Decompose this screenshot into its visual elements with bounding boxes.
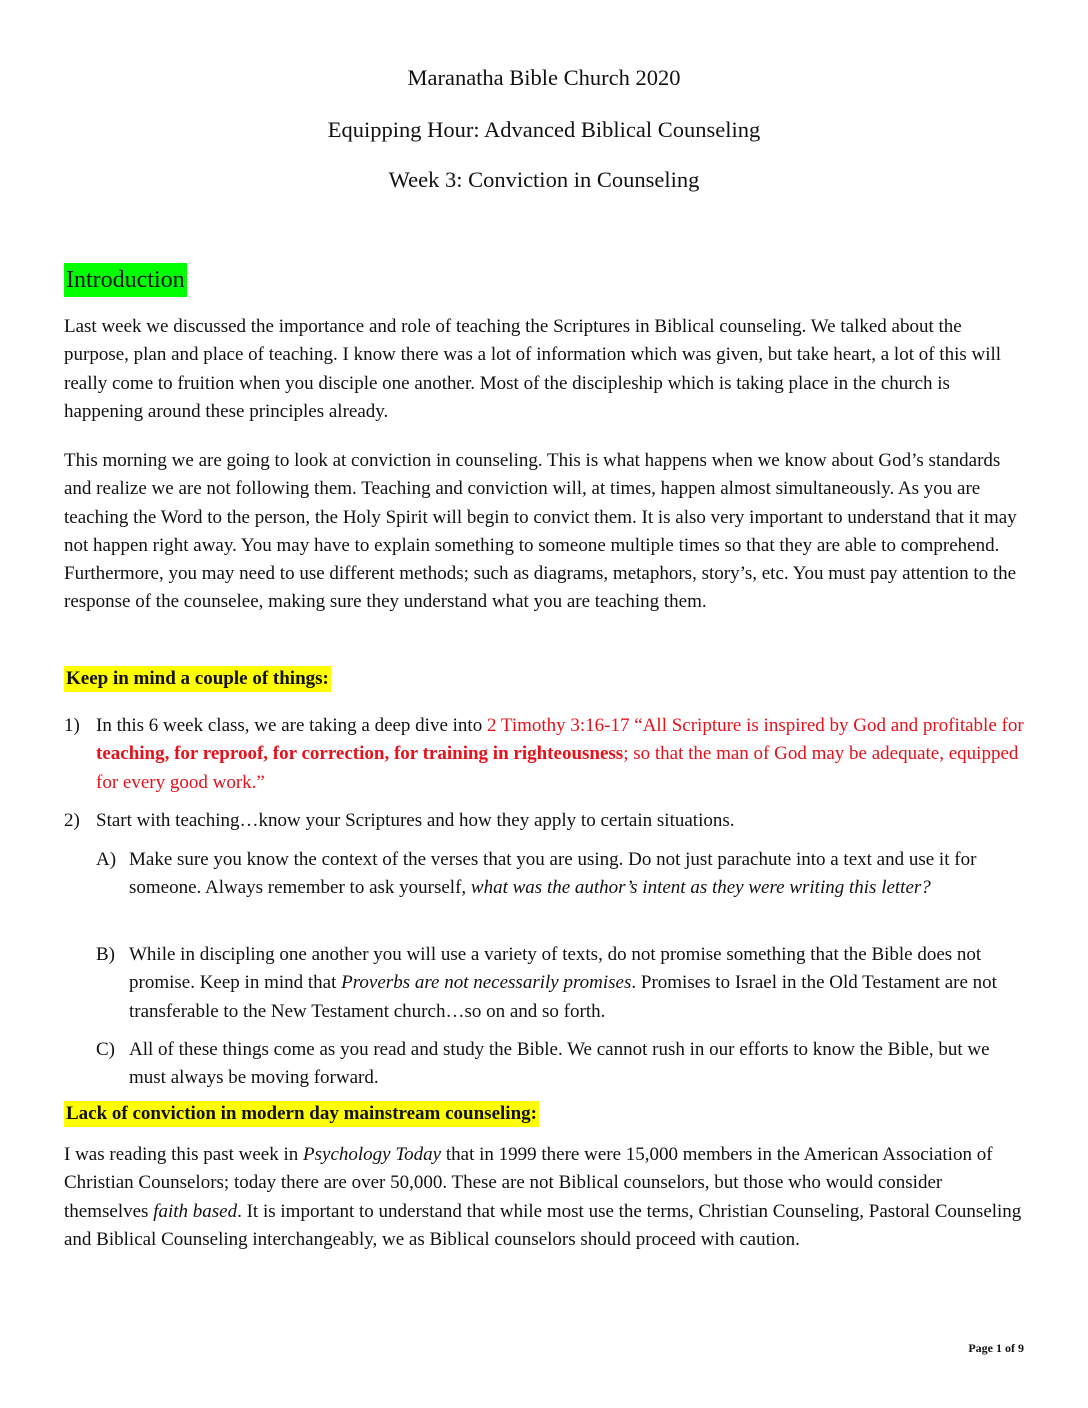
sub-tail-text: . Promises to Israel in the Old Testament are not transferable to the New Testament church…so on and so forth. (129, 972, 997, 1022)
intro-paragraph-2: This morning we are going to look at conviction in counseling. This is what happens when we know about God’s standards and realize we are not following them. Teaching and conviction will, at times, happen almost simultaneously. As you are teaching the Word to the person, the Holy Spirit will begin to convict them. It is also very important to understand that it may not happen right away. You may have to explain something to someone multiple times so that they are able to comprehend. Furthermore, you may need to use different methods; such as diagrams, metaphors, story’s, etc. You must pay attention to the response of the counselee, making sure they understand what you are teaching them. (64, 450, 1017, 613)
sub-item-text: All of these things come as you read and study the Bible. We cannot rush in our efforts to know the Bible, but we must always be moving forward. (129, 1039, 990, 1089)
scripture-tail: ; so that the man of God may be adequate, equipped for every good work.” (96, 743, 1019, 793)
sub-label: B) (96, 944, 115, 965)
list-number: 2) (64, 810, 80, 831)
sub-item-text (129, 846, 1029, 903)
list-number: 1) (64, 715, 80, 736)
course-title: Equipping Hour: Advanced Biblical Counseling (327, 117, 761, 142)
sub-italic-text: what was the author’s intent as they were writing this letter? (470, 877, 931, 899)
lack-of-conviction-heading: Lack of conviction in modern day mainstream counseling: (64, 1101, 539, 1127)
publication-title: Psychology Today (303, 1144, 442, 1165)
intro-paragraph-1: Last week we discussed the importance and role of teaching the Scriptures in Biblical counseling. We talked about the purpose, plan and place of teaching. I know there was a lot of information which was given, but take heart, a lot of this will really come to fruition when you disciple one another. Most of the discipleship which is taking place in the church is happening around these principles already. (64, 316, 1002, 422)
list-item-text (96, 712, 1028, 797)
para-text: that in 1999 there were 15,000 members in the American Association of Christian Counselors; today there are over 50,000. These are not Biblical counselors, but those who would consider themselves (64, 1144, 993, 1222)
lack-paragraph (64, 1141, 1024, 1254)
para-text: I was reading this past week in (64, 1144, 304, 1165)
church-title: Maranatha Bible Church 2020 (407, 65, 681, 90)
sub-item-text (129, 941, 1029, 1026)
italic-phrase: faith based (153, 1200, 238, 1222)
sub-text: While in discipling one another you will use a variety of texts, do not promise something that the Bible does not promise. Keep in mind that (129, 944, 982, 994)
week-title: Week 3: Conviction in Counseling (388, 167, 700, 192)
introduction-heading: Introduction (64, 263, 187, 297)
sub-label: C) (96, 1039, 115, 1060)
page-number: Page 1 of 9 (968, 1341, 1024, 1355)
list-item-text: Start with teaching…know your Scriptures and how they apply to certain situations. (96, 810, 735, 831)
sub-text: Make sure you know the context of the verses that you are using. Do not just parachute into a text and use it for someone. Always remember to ask yourself, (129, 849, 977, 899)
sub-label: A) (96, 849, 117, 870)
item-lead-text: In this 6 week class, we are taking a deep dive into (96, 715, 487, 736)
para-text: . It is important to understand that while most use the terms, Christian Counseling, Pastoral Counseling and Biblical Counseling interchangeably, we as Biblical counselors should proceed with caution. (64, 1200, 1022, 1250)
scripture-emphasis: teaching, for reproof, for correction, for training in righteousness (96, 743, 624, 765)
sub-italic-text: Proverbs are not necessarily promises (341, 972, 632, 994)
scripture-reference: 2 Timothy 3:16-17 “All Scripture is inspired by God and profitable for (486, 715, 1024, 736)
keep-in-mind-heading: Keep in mind a couple of things: (64, 666, 331, 692)
